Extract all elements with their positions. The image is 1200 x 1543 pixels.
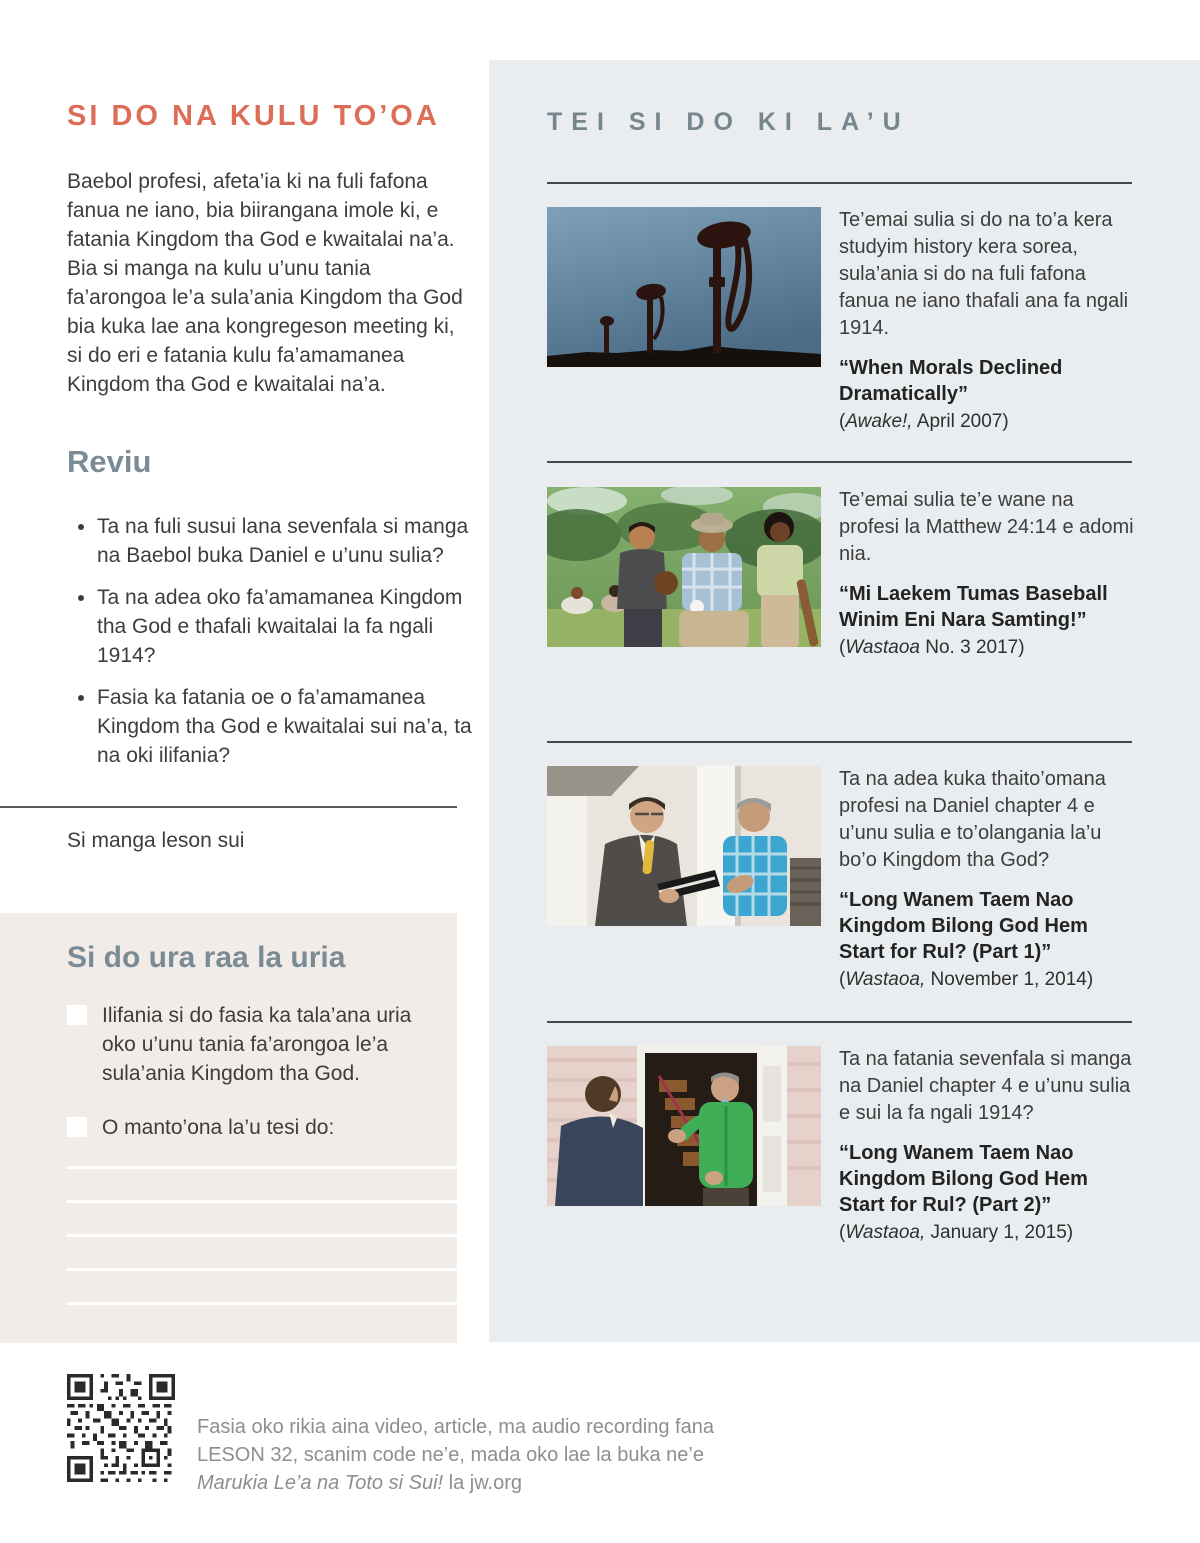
checkbox-icon: [67, 1005, 87, 1025]
intro-paragraph: Baebol profesi, afeta’ia ki na fuli fafona fanua ne iano, bia biirangana imole ki, e fatania Kingdom tha God e kwaitalai na’a. Bia si manga na kulu u’unu tania fa’arongoa le’a sula’ania Kingdom tha God bia kuka lae ana kongregeson meeting ki, si do eri e fatania kulu fa’amamanea Kingdom tha God e kwaitalai na’a.: [67, 170, 463, 396]
related-item: [547, 487, 1135, 661]
footer-book-title: Marukia Le’a na Toto si Sui!: [197, 1472, 444, 1494]
footer-line3-rest: la jw.org: [443, 1472, 523, 1494]
war-memorial-image: [547, 207, 821, 367]
review-title: Reviu: [67, 444, 152, 479]
item-divider: [547, 182, 1132, 184]
goal-check-item: [67, 1113, 432, 1142]
review-bullet: • Fasia ka fatania oe o fa’amamanea Kingdom tha God e kwaitalai sui na’a, ta na oki ilifania?: [97, 683, 497, 770]
review-bullet: • Ta na fuli susui lana sevenfala si manga na Baebol buka Daniel e u’unu sulia?: [97, 512, 497, 570]
related-item: [547, 1046, 1135, 1246]
goal-item-text: O manto’ona la’u tesi do:: [102, 1116, 335, 1139]
writing-line: [67, 1200, 457, 1203]
review-list: [67, 512, 497, 783]
item-reference-title: “Long Wanem Taem Nao Kingdom Bilong God Hem Start for Rul? (Part 1)”: [839, 889, 1088, 963]
goal-box: [0, 913, 457, 1343]
item-divider: [547, 1021, 1132, 1023]
writing-line: [67, 1234, 457, 1237]
after-lesson-label: Si manga leson sui: [67, 829, 245, 852]
review-bullet: • Ta na adea oko fa’amamanea Kingdom tha God e thafali kwaitalai la fa ngali 1914?: [97, 583, 497, 670]
item-divider: [547, 741, 1132, 743]
writing-line: [67, 1166, 457, 1169]
item-source: (Wastaoa, November 1, 2014): [839, 969, 1094, 990]
item-description: Te’emai sulia si do na to’a kera studyim history kera sorea, sula’ania si do na fuli fafona fanua ne iano thafali ana fa ngali 1914.: [839, 209, 1129, 339]
item-reference-title: “Long Wanem Taem Nao Kingdom Bilong God Hem Start for Rul? (Part 2)”: [839, 1142, 1088, 1216]
item-source: (Awake!, April 2007): [839, 411, 1009, 432]
item-divider: [547, 461, 1132, 463]
goal-check-item: [67, 1001, 432, 1088]
writing-line: [67, 1302, 457, 1305]
item-reference-title: “Mi Laekem Tumas Baseball Winim Eni Nara Samting!”: [839, 583, 1108, 631]
related-panel-title: TEI SI DO KI LA’U: [547, 108, 910, 136]
writing-line: [67, 1268, 457, 1271]
footer-note: [197, 1413, 717, 1497]
checkbox-icon: [67, 1117, 87, 1137]
goal-box-title: Si do ura raa la uria: [67, 941, 346, 974]
doorway-greeting-image: [547, 1046, 821, 1206]
door-conversation-image: [547, 766, 821, 926]
footer-line1: Fasia oko rikia aina video, article, ma audio recording fana: [197, 1416, 714, 1438]
qr-code: [67, 1374, 175, 1482]
item-source: (Wastaoa, January 1, 2015): [839, 1222, 1074, 1243]
footer-line2: LESON 32, scanim code ne’e, mada oko lae la buka ne’e: [197, 1444, 704, 1466]
item-description: Ta na adea kuka thaito’omana profesi na Daniel chapter 4 e u’unu sulia e to’olangania la’u bo’o Kingdom tha God?: [839, 768, 1106, 871]
related-item: [547, 207, 1135, 435]
page-title: SI DO NA KULU TO’OA: [67, 100, 440, 132]
related-material-panel: [489, 60, 1200, 1342]
baseball-family-image: [547, 487, 821, 647]
item-description: Ta na fatania sevenfala si manga na Daniel chapter 4 e u’unu sulia e sui la fa ngali 1914?: [839, 1048, 1132, 1124]
related-item: [547, 766, 1135, 993]
item-reference-title: “When Morals Declined Dramatically”: [839, 357, 1063, 405]
item-source: (Wastaoa No. 3 2017): [839, 637, 1025, 658]
item-description: Te’emai sulia te’e wane na profesi la Matthew 24:14 e adomi nia.: [839, 489, 1134, 565]
goal-item-text: Ilifania si do fasia ka tala’ana uria oko u’unu tania fa’arongoa le’a sula’ania Kingdom tha God.: [102, 1004, 412, 1085]
section-divider: [0, 806, 457, 808]
